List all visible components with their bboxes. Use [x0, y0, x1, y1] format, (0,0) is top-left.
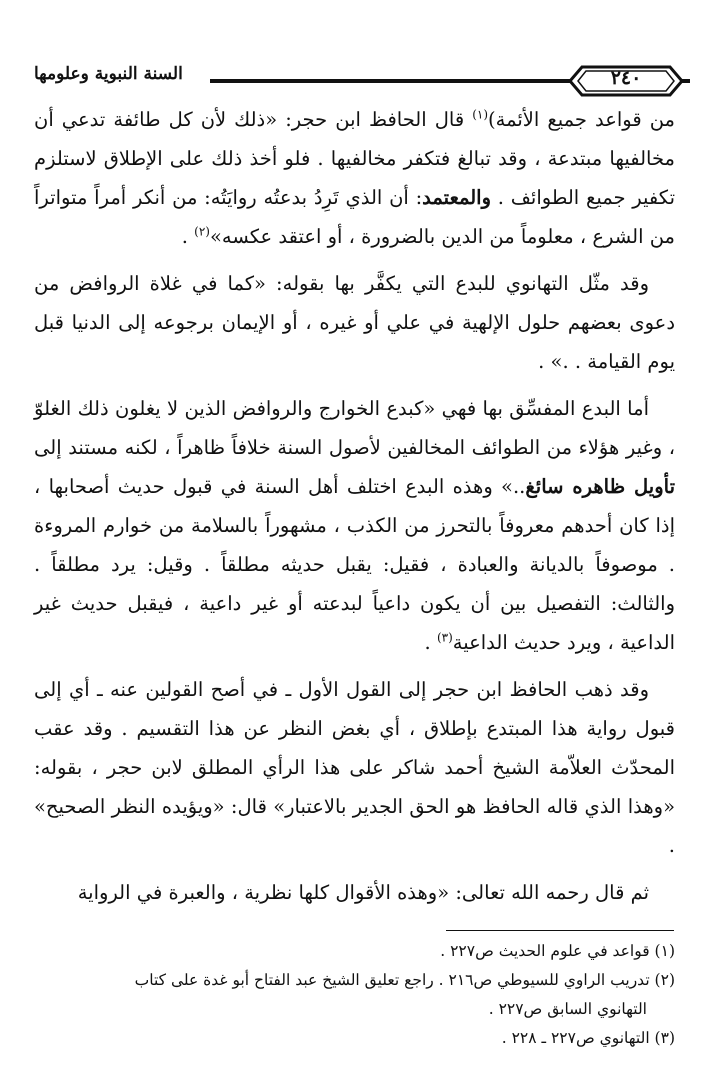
footnote-ref: (٢): [194, 224, 210, 239]
page-header: [0, 52, 708, 98]
paragraph: من قواعد جميع الأئمة)$^{(١)}$ قال الحافظ ابن حجر: «ذلك لأن كل طائفة تدعي أن مخالفيها مبتدعة ، وقد تبالغ فتكفر مخالفيها . فلو أخذ ذلك على الإطلاق لاستلزم تكفير جميع الطوائف . والمعتمد: أن الذي تَرِدُ بدعتُه روايَتُه: من أنكر أمراً متواتراً من الشرع ، معلوماً من الدين بالضرورة ، أو اعتقد عكسه»$^{(٢)}$ .: [34, 107, 675, 248]
header-rule: [210, 79, 570, 83]
bold-term: تأويل ظاهره سائغ: [525, 475, 675, 498]
page-number: ٢٤٠: [610, 67, 642, 89]
main-text: [34, 100, 675, 912]
running-title: السنة النبوية وعلومها: [34, 64, 183, 84]
paragraph: أما البدع المفسِّق بها فهي «كبدع الخوارج والروافض الذين لا يغلون ذلك الغلوّ ، وغير هؤلاء من الطوائف المخالفين لأصول السنة خلافاً ظاهراً ، لكنه مستند إلى تأويل ظاهره سائغ..» وهذه البدع اختلف أهل السنة في قبول حديث أصحابها ، إذا كان أحدهم معروفاً بالتحرز من الكذب ، مشهوراً بالسلامة من خوارم المروءة . موصوفاً بالديانة والعبادة ، فقيل: يقبل حديثه مطلقاً . وقيل: يرد مطلقاً . والثالث: التفصيل بين أن يكون داعياً لبدعته أو غير داعية ، فيقبل حديث غير الداعية ، ويرد حديث الداعية$^{(٣)}$ .: [34, 397, 675, 654]
footnote-ref: (٣): [436, 630, 453, 645]
footnote: (١) قواعد في علوم الحديث ص٢٢٧ .: [440, 942, 675, 960]
paragraph: ثم قال رحمه الله تعالى: «وهذه الأقوال كلها نظرية ، والعبرة في الرواية: [77, 881, 649, 904]
footnotes: [34, 937, 675, 1053]
paragraph: وقد ذهب الحافظ ابن حجر إلى القول الأول ـ في أصح القولين عنه ـ أي إلى قبول رواية هذا المبتدع بإطلاق ، أي بغض النظر عن هذا التقسيم . وقد عقب المحدّث العلاّمة الشيخ أحمد شاكر على هذا الرأي المطلق لابن حجر ، بقوله: «وهذا الذي قاله الحافظ هو الحق الجدير بالاعتبار» قال: «ويؤيده النظر الصحيح» .: [34, 678, 675, 857]
page-number-badge: [568, 62, 684, 100]
paragraph: وقد مثّل التهانوي للبدع التي يكفَّر بها بقوله: «كما في غلاة الروافض من دعوى بعضهم حلول الإلهية في علي أو غيره ، أو الإيمان برجوعه إلى الدنيا قبل يوم القيامة . .» .: [34, 272, 675, 373]
footnote-divider: [446, 930, 674, 931]
header-rule-tail: [680, 79, 690, 83]
footnote-ref: (١): [472, 107, 489, 122]
footnote: (٣) التهانوي ص٢٢٧ ـ ٢٢٨ .: [501, 1029, 675, 1047]
footnote-continuation: التهانوي السابق ص٢٢٧ .: [488, 1000, 647, 1018]
footnote: (٢) تدريب الراوي للسيوطي ص٢١٦ . راجع تعليق الشيخ عبد الفتاح أبو غدة على كتاب: [134, 971, 675, 989]
bold-term: والمعتمد: [422, 186, 492, 209]
